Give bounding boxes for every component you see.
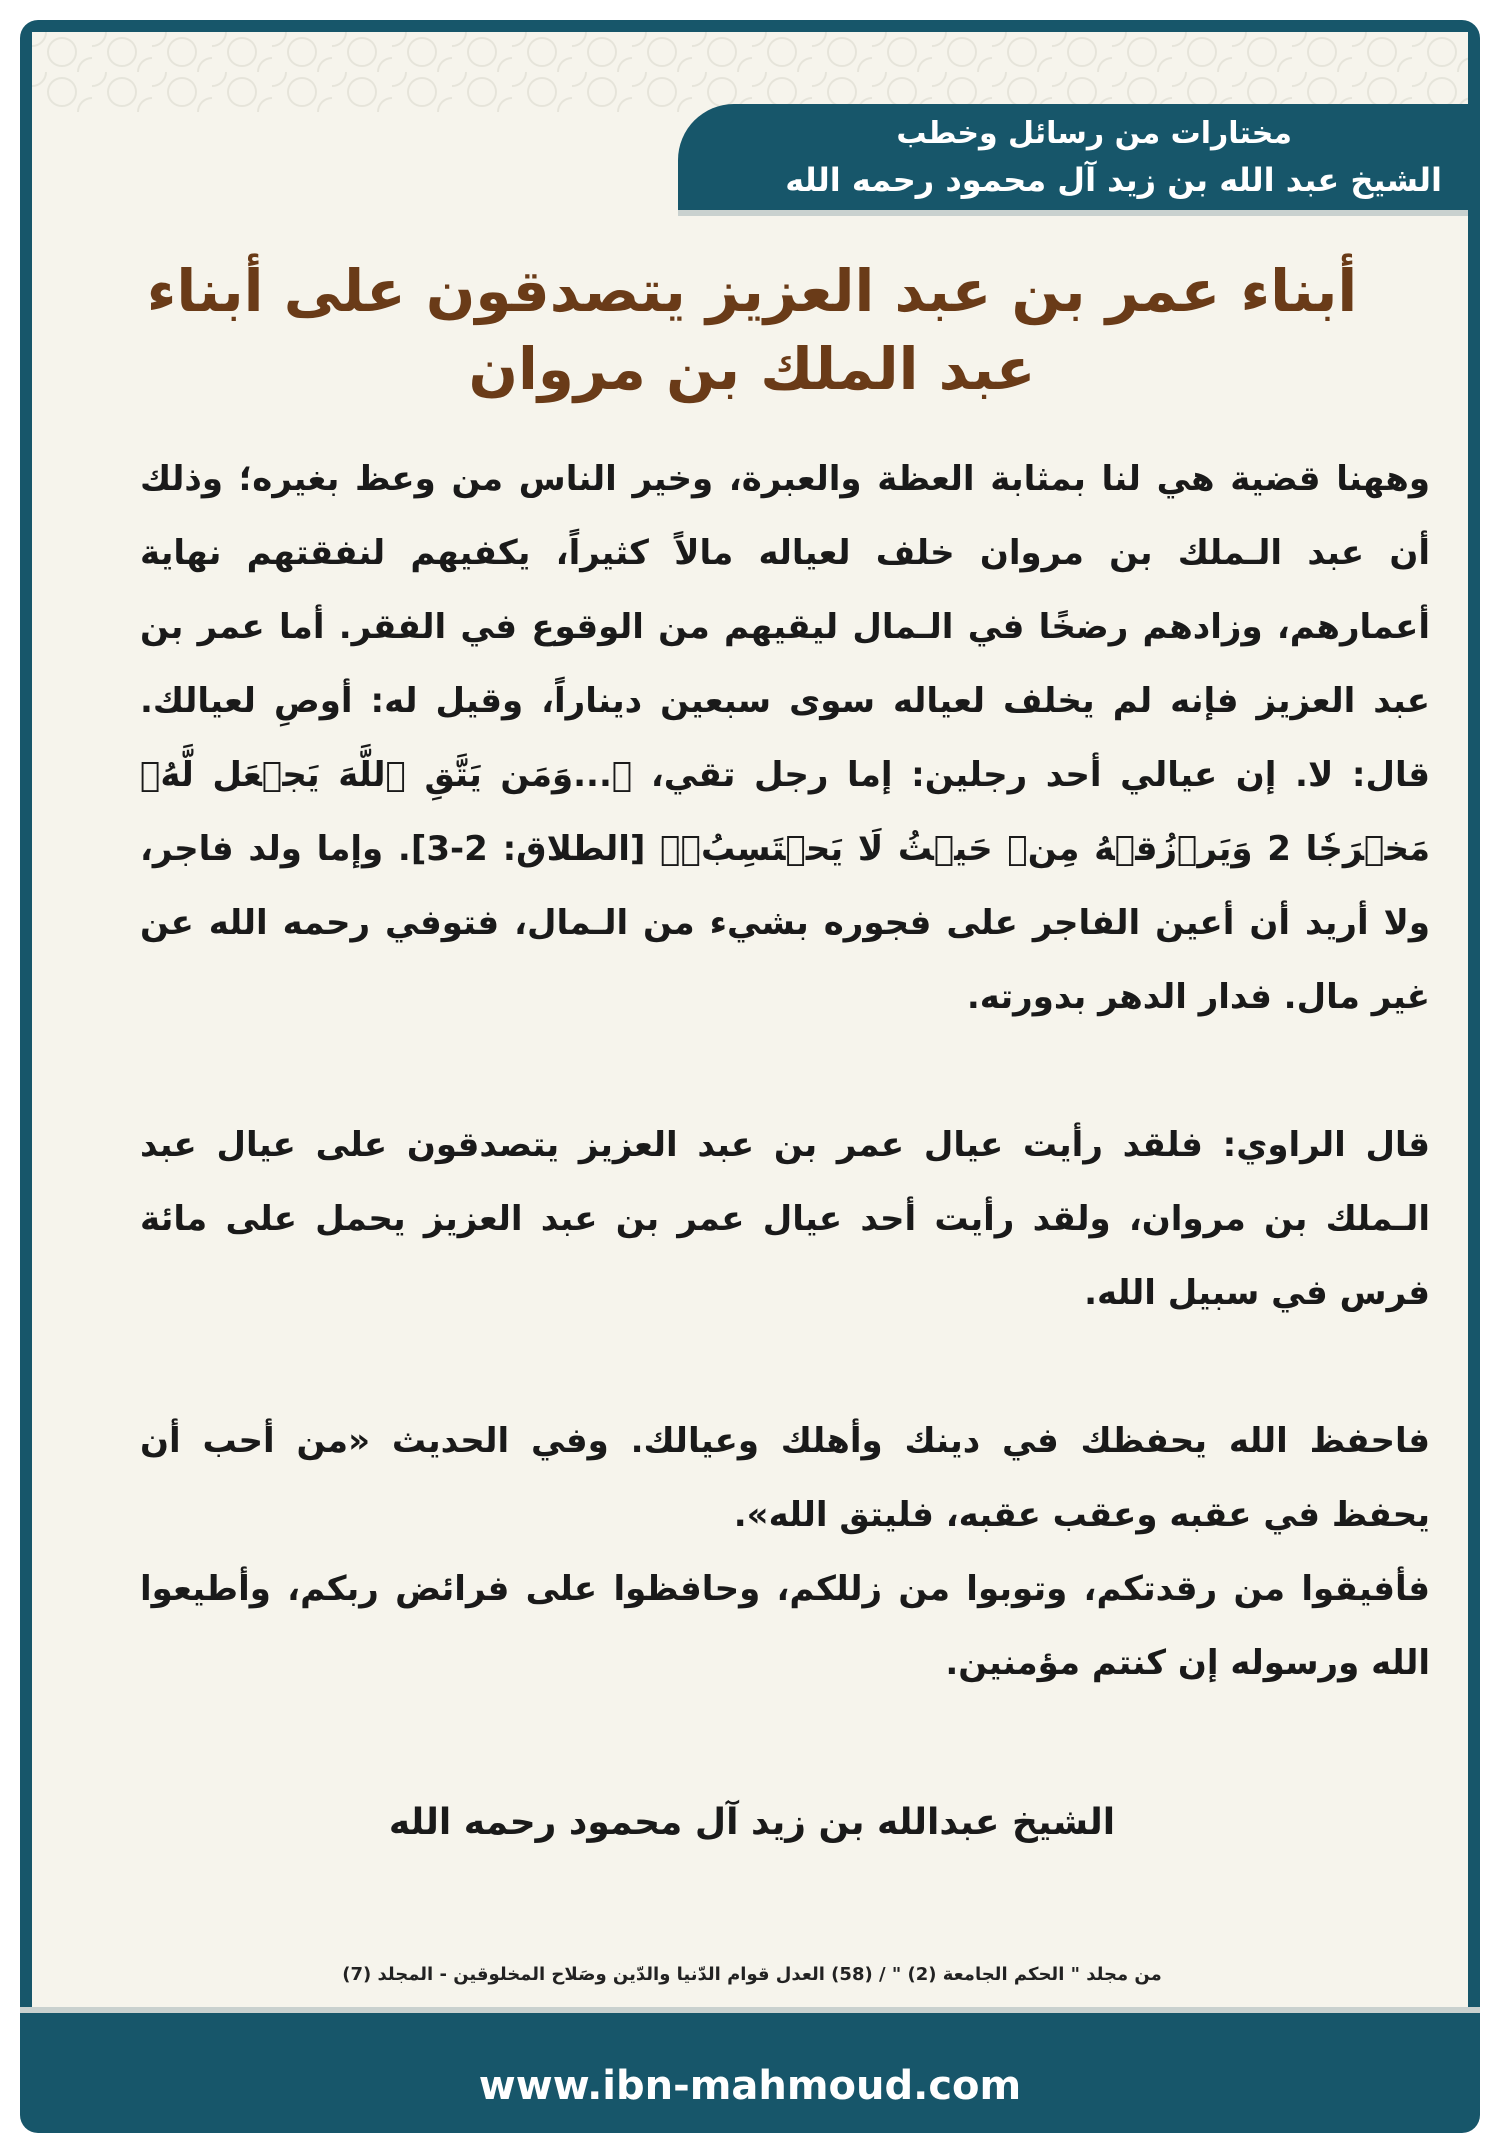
paragraph-2: قال الراوي: فلقد رأيت عيال عمر بن عبد العزيز يتصدقون على عيال عبد الـملك بن مروان، ولقد رأيت أحد عيال عمر بن عبد العزيز يحمل على مائة فرس في سبيل الله.	[140, 1125, 1430, 1313]
ornament-pattern	[32, 32, 1468, 112]
paragraph-1: وههنا قضية هي لنا بمثابة العظة والعبرة، وخير الناس من وعظ بغيره؛ وذلك أن عبد الـملك بن مروان خلف لعياله مالاً كثيراً، يكفيهم لنفقتهم نهاية أعمارهم، وزادهم رضخًا في الـمال ليقيهم من الوقوع في الفقر. أما عمر بن عبد العزيز فإنه لم يخلف لعياله سوى سبعين ديناراً، وقيل له: أوصِ لعيالك. قال: لا. إن عيالي أحد رجلين: إما رجل تقي، ﴿...وَمَن يَتَّقِ ٱللَّهَ يَجۡعَل لَّهُۥ مَخۡرَجٗا 2 وَيَرۡزُقۡهُ مِنۡ حَيۡثُ لَا يَحۡتَسِبُۚ﴾ [الطلاق: 2-3]. وإما ولد فاجر، ولا أريد أن أعين الفاجر على فجوره بشيء من الـمال، فتوفي رحمه الله عن غير مال. فدار الدهر بدورته.	[140, 459, 1430, 1017]
article-title	[92, 252, 1412, 408]
paragraph-3: فاحفظ الله يحفظك في دينك وأهلك وعيالك. وفي الحديث «من أحب أن يحفظ في عقبه وعقب عقبه، فليتق الله».	[140, 1421, 1430, 1535]
signature: الشيخ عبدالله بن زيد آل محمود رحمه الله	[388, 1802, 1116, 1843]
paragraph-4: فأفيقوا من رقدتكم، وتوبوا من زللكم، وحافظوا على فرائض ربكم، وأطيعوا الله ورسوله إن كنتم مؤمنين.	[140, 1569, 1430, 1683]
title-line-2: عبد الملك بن مروان	[468, 335, 1036, 403]
series-header	[678, 104, 1468, 216]
page-frame	[20, 20, 1480, 2133]
article-body	[140, 442, 1430, 1700]
author-name: الشيخ عبد الله بن زيد آل محمود رحمه الله	[785, 161, 1442, 199]
series-title: مختارات من رسائل وخطب	[896, 116, 1292, 151]
website-link[interactable]: www.ibn-mahmoud.com	[478, 2063, 1022, 2109]
source-citation: من مجلد " الحكم الجامعة (2) " / (58) العدل قوام الدّنيا والدّين وصَلاح المخلوقين - المجلد (7)	[342, 1964, 1162, 1985]
title-line-1: أبناء عمر بن عبد العزيز يتصدقون على أبناء	[146, 257, 1358, 325]
document-paper	[32, 32, 1468, 2007]
